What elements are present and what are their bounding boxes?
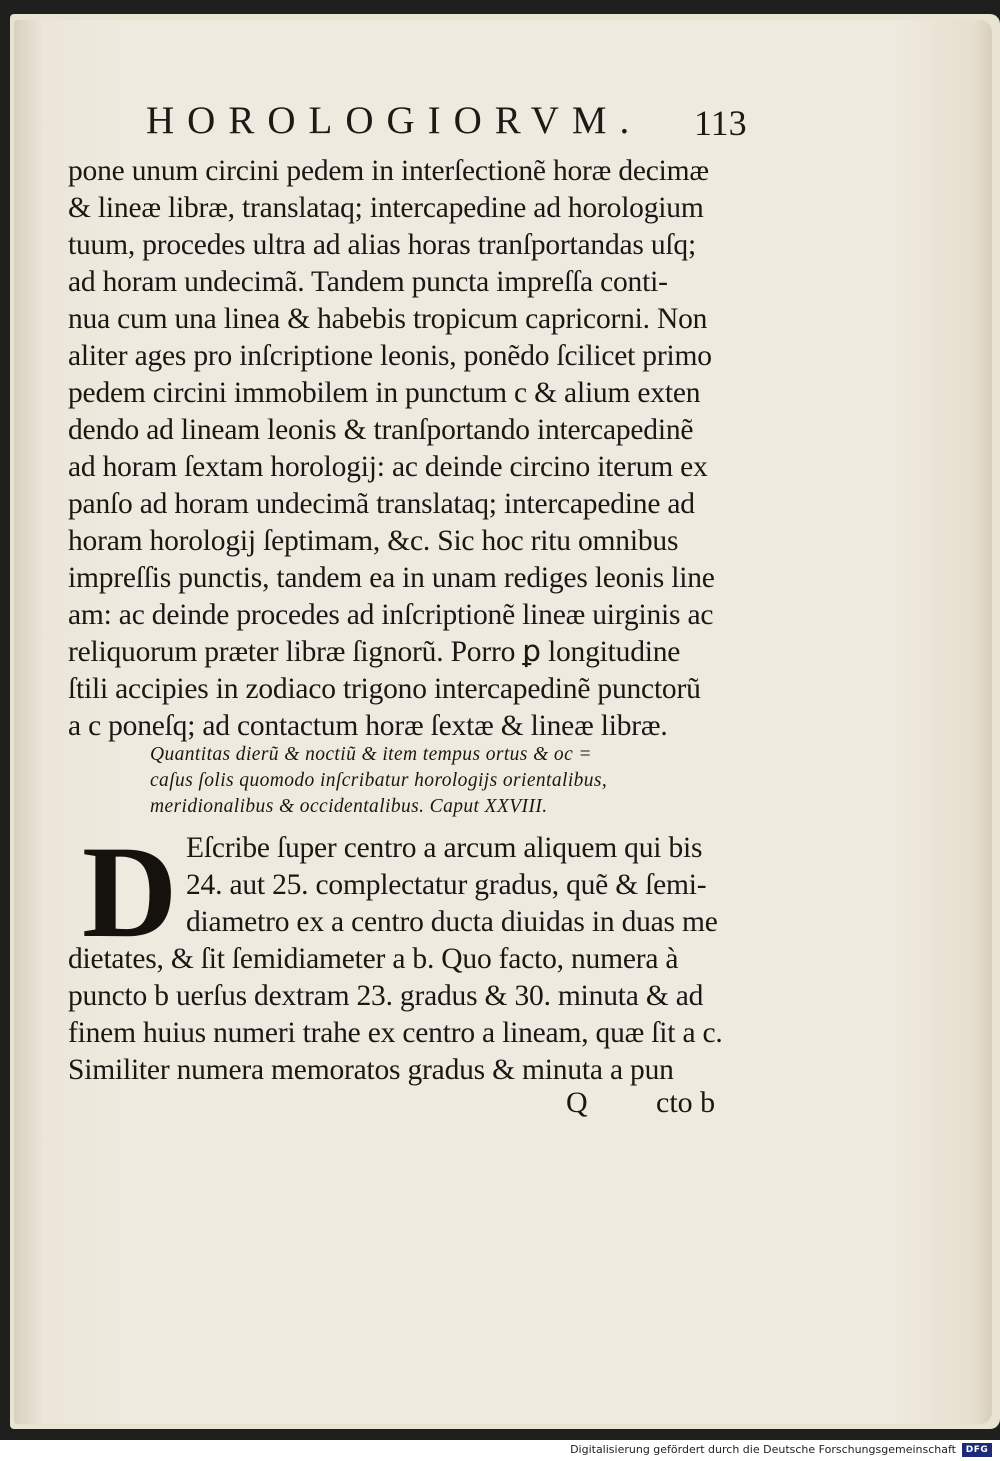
body-line: ad horam undecimã. Tandem puncta impreſſa conti-: [68, 266, 668, 298]
body-line: horam horologij ſeptimam, &c. Sic hoc ritu omnibus: [68, 525, 679, 557]
chapter-line: finem huius numeri trahe ex centro a lineam, quæ ſit a c.: [68, 1017, 723, 1049]
body-line: & lineæ libræ, translataq; intercapedine ad horologium: [68, 192, 704, 224]
chapter-line: 24. aut 25. complectatur gradus, quẽ & ſemi-: [186, 869, 707, 901]
chapter-line: dietates, & ſit ſemidiameter a b. Quo facto, numera à: [68, 943, 679, 975]
body-line: impreſſis punctis, tandem ea in unam rediges leonis line: [68, 562, 715, 594]
page-header: [146, 98, 746, 148]
caption-line: meridionalibus & occidentalibus. Caput XXVIII.: [150, 796, 548, 817]
body-line: reliquorum præter libræ ſignorũ. Porro ꝑ longitudine: [68, 636, 681, 668]
catchword: cto b: [656, 1086, 716, 1119]
body-line: dendo ad lineam leonis & tranſportando intercapedinẽ: [68, 414, 694, 446]
body-line: pedem circini immobilem in punctum c & alium exten: [68, 377, 701, 409]
page-number: 113: [694, 103, 747, 143]
caption-line: caſus ſolis quomodo inſcribatur horologijs orientalibus,: [150, 770, 608, 791]
caption-line: Quantitas dierũ & noctiũ & item tempus ortus & oc =: [150, 744, 592, 765]
body-line: a c poneſq; ad contactum horæ ſextæ & lineæ libræ.: [68, 710, 668, 742]
running-title: HOROLOGIORVM.: [146, 99, 643, 142]
body-line: ſtili accipies in zodiaco trigono intercapedinẽ punctorũ: [68, 673, 701, 705]
body-line: tuum, procedes ultra ad alias horas tranſportandas uſq;: [68, 229, 696, 261]
drop-initial: D: [82, 818, 178, 965]
chapter-line: Similiter numera memoratos gradus & minuta a pun: [68, 1054, 674, 1086]
body-line: aliter ages pro inſcriptione leonis, ponẽdo ſcilicet primo: [68, 340, 712, 372]
signature-mark: Q: [566, 1086, 588, 1119]
chapter-line: diametro ex a centro ducta diuidas in duas me: [186, 906, 718, 938]
body-line: ad horam ſextam horologij: ac deinde circino iterum ex: [68, 451, 708, 483]
funding-credit: Digitalisierung gefördert durch die Deutsche Forschungsgemeinschaft: [570, 1443, 956, 1456]
body-line: panſo ad horam undecimã translataq; intercapedine ad: [68, 488, 695, 520]
dfg-logo: DFG: [962, 1443, 992, 1457]
body-line: am: ac deinde procedes ad inſcriptionẽ lineæ uirginis ac: [68, 599, 714, 631]
chapter-line: puncto b uerſus dextram 23. gradus & 30. minuta & ad: [68, 980, 704, 1012]
chapter-line: Eſcribe ſuper centro a arcum aliquem qui bis: [186, 832, 703, 864]
body-line: pone unum circini pedem in interſectionẽ horæ decimæ: [68, 155, 709, 187]
body-line: nua cum una linea & habebis tropicum capricorni. Non: [68, 303, 708, 335]
